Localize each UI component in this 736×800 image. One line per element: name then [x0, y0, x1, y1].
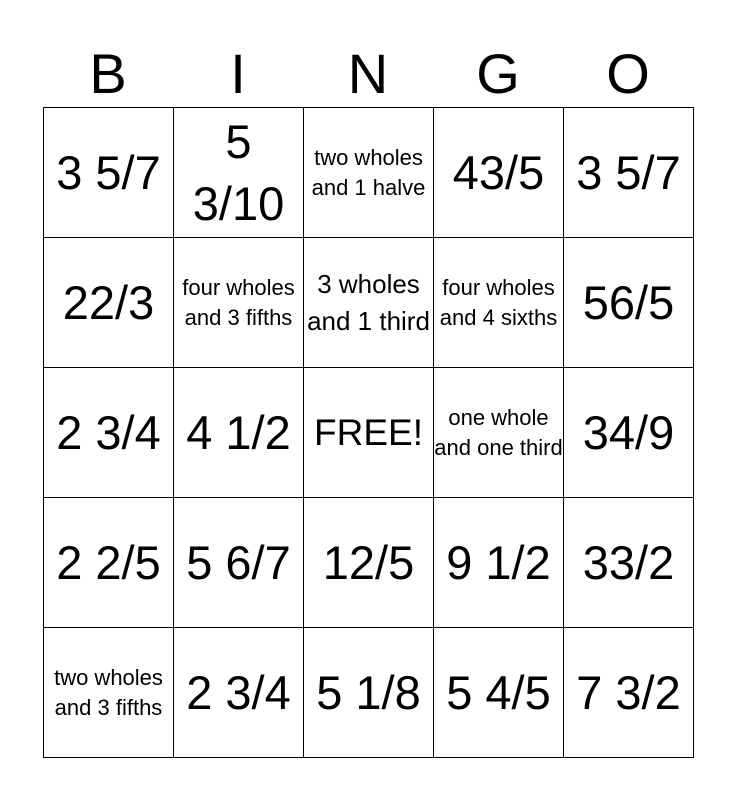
bingo-cell[interactable]: 5 3/10 — [174, 108, 304, 238]
bingo-cell[interactable]: 5 4/5 — [434, 628, 564, 758]
bingo-cell[interactable]: four wholes and 4 sixths — [434, 238, 564, 368]
bingo-cell[interactable]: 5 6/7 — [174, 498, 304, 628]
bingo-cell[interactable]: 34/9 — [564, 368, 694, 498]
bingo-cell[interactable]: 33/2 — [564, 498, 694, 628]
header-letter-i: I — [230, 42, 246, 105]
bingo-cell[interactable]: 7 3/2 — [564, 628, 694, 758]
bingo-cell[interactable]: 43/5 — [434, 108, 564, 238]
bingo-cell[interactable]: 9 1/2 — [434, 498, 564, 628]
bingo-row — [44, 238, 694, 368]
bingo-row — [44, 498, 694, 628]
bingo-cell[interactable]: two wholes and 1 halve — [304, 108, 434, 238]
header-letter-b: B — [89, 42, 127, 105]
header-letter-n: N — [347, 42, 389, 105]
bingo-cell[interactable]: 3 5/7 — [44, 108, 174, 238]
header-letter-g: G — [476, 42, 520, 105]
bingo-row — [44, 628, 694, 758]
bingo-cell[interactable]: 12/5 — [304, 498, 434, 628]
bingo-cell[interactable]: four wholes and 3 fifths — [174, 238, 304, 368]
bingo-grid — [43, 107, 694, 758]
header-letter-o: O — [606, 42, 650, 105]
bingo-cell[interactable]: 22/3 — [44, 238, 174, 368]
bingo-cell[interactable]: 2 3/4 — [44, 368, 174, 498]
bingo-row — [44, 368, 694, 498]
bingo-cell[interactable]: 3 5/7 — [564, 108, 694, 238]
bingo-cell[interactable]: 2 3/4 — [174, 628, 304, 758]
bingo-header — [43, 40, 693, 108]
bingo-cell[interactable]: 4 1/2 — [174, 368, 304, 498]
bingo-row — [44, 108, 694, 238]
free-space-cell[interactable]: FREE! — [304, 368, 434, 498]
bingo-cell[interactable]: 3 wholes and 1 third — [304, 238, 434, 368]
bingo-cell[interactable]: one whole and one third — [434, 368, 564, 498]
bingo-cell[interactable]: two wholes and 3 fifths — [44, 628, 174, 758]
bingo-cell[interactable]: 2 2/5 — [44, 498, 174, 628]
bingo-cell[interactable]: 5 1/8 — [304, 628, 434, 758]
bingo-cell[interactable]: 56/5 — [564, 238, 694, 368]
